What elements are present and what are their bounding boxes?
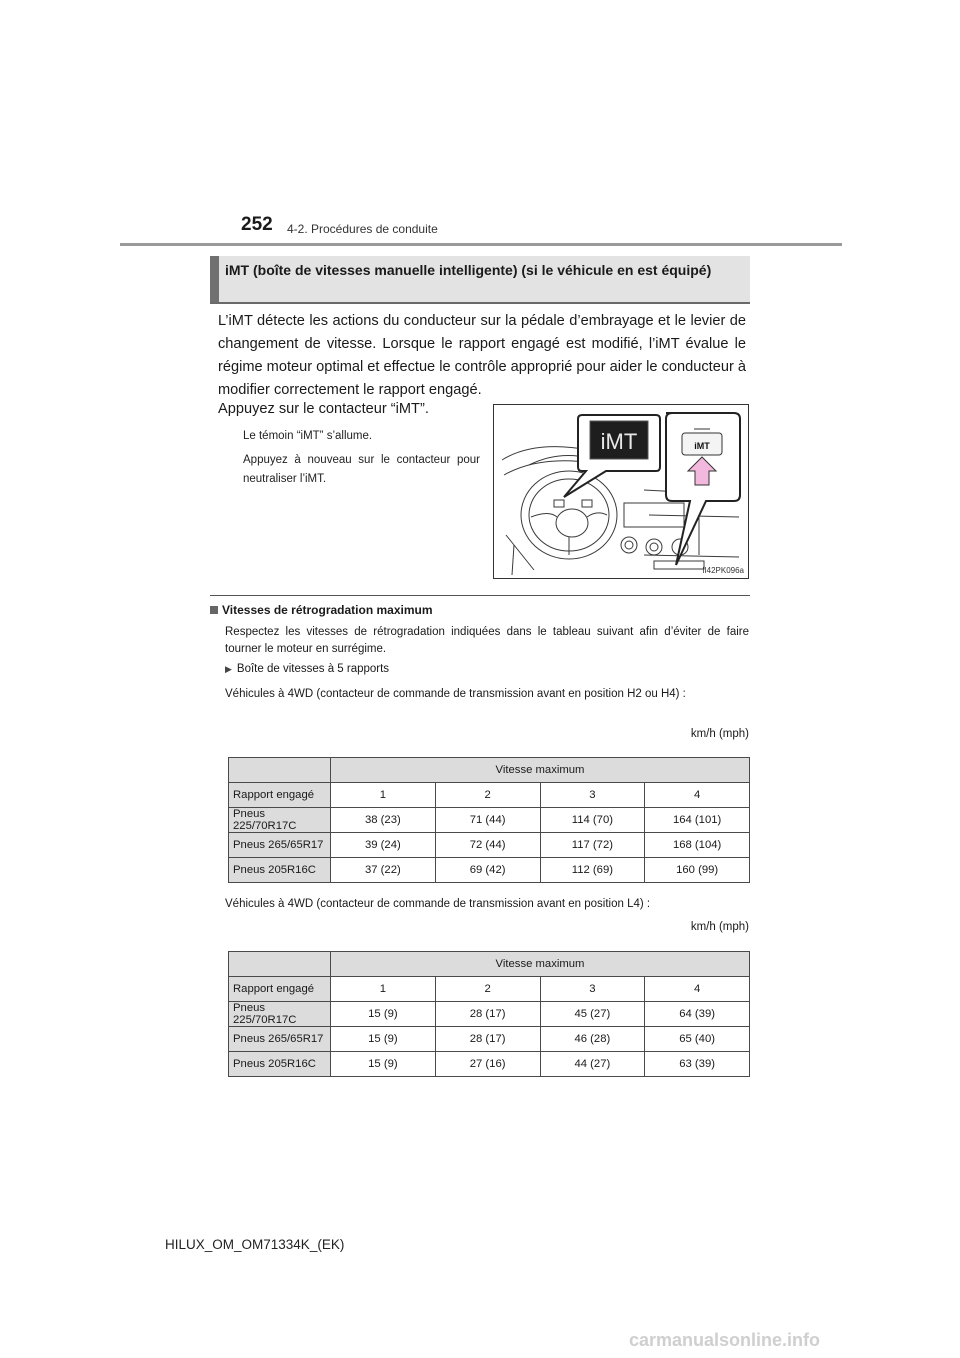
table-header: Vitesse maximum bbox=[331, 952, 750, 977]
table-corner-cell bbox=[229, 758, 331, 783]
speed-cell: 37 (22) bbox=[331, 858, 436, 883]
speed-cell: 27 (16) bbox=[435, 1052, 540, 1077]
speed-cell: 117 (72) bbox=[540, 833, 645, 858]
imt-label-large: iMT bbox=[600, 429, 638, 454]
speed-cell: 15 (9) bbox=[331, 1052, 436, 1077]
speed-cell: 38 (23) bbox=[331, 808, 436, 833]
gear-row-label: Rapport engagé bbox=[229, 977, 331, 1002]
gear-cell: 1 bbox=[331, 783, 436, 808]
gear-cell: 2 bbox=[435, 977, 540, 1002]
section-label: 4-2. Procédures de conduite bbox=[287, 222, 438, 236]
gearbox-label bbox=[225, 663, 389, 675]
table-row bbox=[229, 833, 750, 858]
table-row bbox=[229, 1052, 750, 1077]
speed-cell: 168 (104) bbox=[645, 833, 750, 858]
unit-label: km/h (mph) bbox=[690, 921, 749, 933]
table-row bbox=[229, 1027, 750, 1052]
speed-cell: 114 (70) bbox=[540, 808, 645, 833]
press-switch-instruction: Appuyez sur le contacteur “iMT”. bbox=[218, 401, 429, 417]
speed-cell: 72 (44) bbox=[435, 833, 540, 858]
gearbox-label-text: Boîte de vitesses à 5 rapports bbox=[236, 663, 390, 675]
dashboard-illustration bbox=[493, 404, 749, 579]
tire-label: Pneus 225/70R17C bbox=[229, 808, 331, 833]
speed-cell: 160 (99) bbox=[645, 858, 750, 883]
speed-cell: 112 (69) bbox=[540, 858, 645, 883]
imt-intro-paragraph: L’iMT détecte les actions du conducteur sur la pédale d’embrayage et le levier de changement de vitesse. Lorsque le rapport engagé est modifié, l’iMT évalue le régime moteur optimal et effectue le contrôle approprié pour aider le conducteur à modifier correctement le rapport engagé. bbox=[218, 313, 746, 398]
gear-cell: 2 bbox=[435, 783, 540, 808]
vehicles-l4-text: Véhicules à 4WD (contacteur de commande de transmission avant en position L4) : bbox=[225, 898, 651, 910]
speed-table-h2-h4 bbox=[228, 757, 750, 883]
tire-label: Pneus 205R16C bbox=[229, 1052, 331, 1077]
gear-cell: 3 bbox=[540, 783, 645, 808]
indicator-note: Le témoin “iMT” s’allume. bbox=[243, 430, 373, 442]
max-speed-description: Respectez les vitesses de rétrogradation indiquées dans le tableau suivant afin d’éviter de faire tourner le moteur en surrégime. bbox=[225, 626, 749, 655]
speed-cell: 15 (9) bbox=[331, 1027, 436, 1052]
speed-table-l4 bbox=[228, 951, 750, 1077]
square-bullet-icon bbox=[210, 606, 218, 614]
speed-cell: 39 (24) bbox=[331, 833, 436, 858]
gear-row-label: Rapport engagé bbox=[229, 783, 331, 808]
heading-underline bbox=[210, 302, 750, 304]
page-number: 252 bbox=[241, 214, 273, 235]
dashboard-line-drawing bbox=[494, 405, 748, 578]
gear-cell: 3 bbox=[540, 977, 645, 1002]
footer-doc-code: HILUX_OM_OM71334K_(EK) bbox=[165, 1237, 345, 1252]
speed-cell: 65 (40) bbox=[645, 1027, 750, 1052]
table-row bbox=[229, 1002, 750, 1027]
gear-cell: 1 bbox=[331, 977, 436, 1002]
speed-cell: 15 (9) bbox=[331, 1002, 436, 1027]
table-header: Vitesse maximum bbox=[331, 758, 750, 783]
speed-cell: 28 (17) bbox=[435, 1002, 540, 1027]
watermark: carmanualsonline.info bbox=[629, 1330, 821, 1350]
tire-label: Pneus 265/65R17 bbox=[229, 1027, 331, 1052]
tire-label: Pneus 265/65R17 bbox=[229, 833, 331, 858]
speed-cell: 69 (42) bbox=[435, 858, 540, 883]
speed-cell: 28 (17) bbox=[435, 1027, 540, 1052]
header-rule bbox=[120, 243, 842, 246]
speed-cell: 45 (27) bbox=[540, 1002, 645, 1027]
speed-cell: 71 (44) bbox=[435, 808, 540, 833]
triangle-bullet-icon: ▶ bbox=[225, 664, 232, 674]
max-speed-title bbox=[210, 603, 433, 617]
gear-cell: 4 bbox=[645, 977, 750, 1002]
unit-label: km/h (mph) bbox=[690, 728, 749, 740]
speed-cell: 44 (27) bbox=[540, 1052, 645, 1077]
image-code: II42PK096a bbox=[702, 566, 744, 575]
tire-label: Pneus 205R16C bbox=[229, 858, 331, 883]
vehicles-h2-h4-text: Véhicules à 4WD (contacteur de commande de transmission avant en position H2 ou H4) : bbox=[225, 688, 686, 700]
speed-cell: 164 (101) bbox=[645, 808, 750, 833]
table-row bbox=[229, 808, 750, 833]
gear-cell: 4 bbox=[645, 783, 750, 808]
speed-cell: 46 (28) bbox=[540, 1027, 645, 1052]
max-speed-title-text: Vitesses de rétrogradation maximum bbox=[222, 603, 433, 617]
neutralize-note: Appuyez à nouveau sur le contacteur pour neutraliser l’iMT. bbox=[243, 454, 480, 485]
table-row bbox=[229, 858, 750, 883]
speed-cell: 64 (39) bbox=[645, 1002, 750, 1027]
speed-cell: 63 (39) bbox=[645, 1052, 750, 1077]
tire-label: Pneus 225/70R17C bbox=[229, 1002, 331, 1027]
imt-label-small: iMT bbox=[694, 441, 710, 451]
section-divider bbox=[210, 595, 750, 596]
imt-section-heading: iMT (boîte de vitesses manuelle intelligente) (si le véhicule en est équipé) bbox=[210, 256, 750, 302]
table-corner-cell bbox=[229, 952, 331, 977]
